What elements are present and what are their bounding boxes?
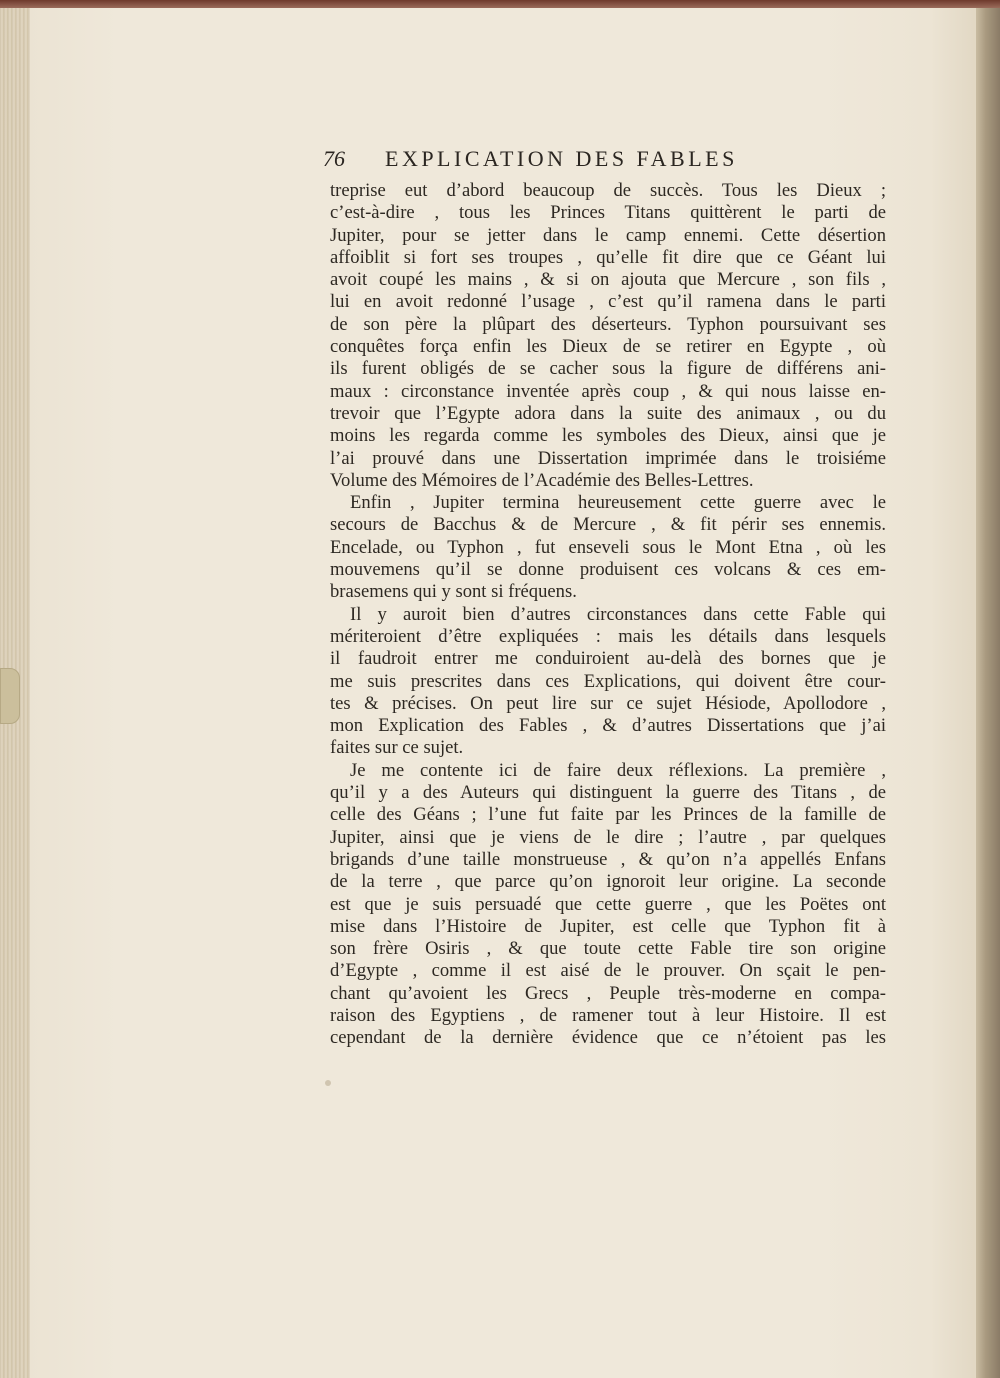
- text-line: raison des Egyptiens , de ramener tout à leur Histoire. Il est: [330, 1004, 886, 1026]
- paper-spot: [325, 1080, 331, 1086]
- text-line: l’ai prouvé dans une Dissertation imprimée dans le troisiéme: [330, 447, 886, 469]
- text-line: maux : circonstance inventée après coup , & qui nous laisse en-: [330, 380, 886, 402]
- text-line: Encelade, ou Typhon , fut enseveli sous le Mont Etna , où les: [330, 536, 886, 558]
- text-line: est que je suis persuadé que cette guerre , que les Poëtes ont: [330, 893, 886, 915]
- text-line: secours de Bacchus & de Mercure , & fit périr ses ennemis.: [330, 514, 886, 536]
- text-line: il faudroit entrer me conduiroient au-delà des bornes que je: [330, 648, 886, 670]
- page-number: 76: [323, 146, 345, 171]
- text-line: mise dans l’Histoire de Jupiter, est celle que Typhon fit à: [330, 915, 886, 937]
- text-line: treprise eut d’abord beaucoup de succès. Tous les Dieux ;: [330, 180, 886, 201]
- text-line: son frère Osiris , & que toute cette Fable tire son origine: [330, 938, 886, 960]
- text-line: de son père la plûpart des déserteurs. Typhon poursuivant ses: [330, 313, 886, 335]
- body-text: [330, 180, 886, 1050]
- running-title: EXPLICATION DES FABLES: [385, 146, 738, 171]
- text-line: Jupiter, ainsi que je viens de le dire ; l’autre , par quelques: [330, 826, 886, 848]
- text-line: mouvemens qu’il se donne produisent ces volcans & ces em-: [330, 559, 886, 581]
- text-line: cependant de la dernière évidence que ce n’étoient pas les: [330, 1027, 886, 1049]
- text-line: c’est-à-dire , tous les Princes Titans quittèrent le parti de: [330, 202, 886, 224]
- text-line: lui en avoit redonné l’usage , c’est qu’il ramena dans le parti: [330, 291, 886, 313]
- text-line: ils furent obligés de se cacher sous la figure de différens ani-: [330, 358, 886, 380]
- text-line: Volume des Mémoires de l’Académie des Belles-Lettres.: [330, 469, 754, 491]
- text-line: d’Egypte , comme il est aisé de le prouver. On sçait le pen-: [330, 960, 886, 982]
- text-line: conquêtes força enfin les Dieux de se retirer en Egypte , où: [330, 336, 886, 358]
- text-line: Il y auroit bien d’autres circonstances dans cette Fable qui: [350, 603, 886, 625]
- text-line: faites sur ce sujet.: [330, 737, 464, 759]
- text-line: mon Explication des Fables , & d’autres Dissertations que j’ai: [330, 715, 886, 737]
- text-line: Enfin , Jupiter termina heureusement cette guerre avec le: [350, 492, 886, 514]
- text-line: mériteroient d’être expliquées : mais les détails dans lesquels: [330, 625, 886, 647]
- text-line: avoit coupé les mains , & si on ajouta que Mercure , son fils ,: [330, 269, 886, 291]
- text-line: Jupiter, pour se jetter dans le camp ennemi. Cette désertion: [330, 224, 886, 246]
- text-line: qu’il y a des Auteurs qui distinguent la guerre des Titans , de: [330, 782, 886, 804]
- text-line: de la terre , que parce qu’on ignoroit leur origine. La seconde: [330, 871, 886, 893]
- text-line: trevoir que l’Egypte adora dans la suite des animaux , ou du: [330, 402, 886, 424]
- text-line: brigands d’une taille monstrueuse , & qu’on n’a appellés Enfans: [330, 848, 886, 870]
- text-line: me suis prescrites dans ces Explications, qui doivent être cour-: [330, 670, 886, 692]
- text-line: Je me contente ici de faire deux réflexions. La première ,: [350, 759, 886, 781]
- gutter-shadow: [976, 8, 1000, 1378]
- text-line: affoiblit si fort ses troupes , qu’elle fit dire que ce Géant lui: [330, 246, 886, 268]
- text-line: brasemens qui y sont si fréquens.: [330, 581, 577, 603]
- binding-clip: [0, 668, 20, 724]
- text-line: celle des Géans ; l’une fut faite par les Princes de la famille de: [330, 804, 886, 826]
- text-line: moins les regarda comme les symboles des Dieux, ainsi que je: [330, 425, 886, 447]
- page-header: [323, 146, 903, 176]
- text-line: tes & précises. On peut lire sur ce sujet Hésiode, Apollodore ,: [330, 692, 886, 714]
- text-line: chant qu’avoient les Grecs , Peuple très-moderne en compa-: [330, 982, 886, 1004]
